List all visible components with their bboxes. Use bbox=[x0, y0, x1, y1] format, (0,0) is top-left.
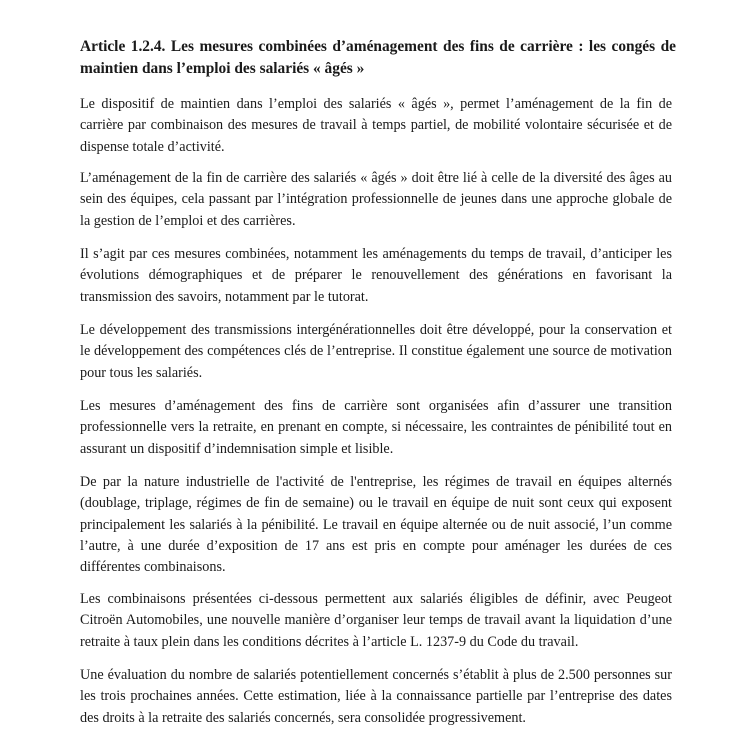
paragraph-8: Une évaluation du nombre de salariés potentiellement concernés s’établit à plus de 2.500 personnes sur les trois prochaines années. Cette estimation, liée à la connaissance partielle par l’entreprise des dates des droits à la retraite des salariés concernés, sera consolidée progressivement. bbox=[80, 667, 672, 726]
paragraph-2: L’aménagement de la fin de carrière des salariés « âgés » doit être lié à celle de la diversité des âges au sein des équipes, cela passant par l’intégration professionnelle de jeunes dans une approche globale de la gestion de l’emploi et des carrières. bbox=[80, 170, 672, 229]
paragraph-3: Il s’agit par ces mesures combinées, notamment les aménagements du temps de travail, d’anticiper les évolutions démographiques et de préparer le renouvellement des générations en favorisant la transmission des savoirs, notamment par le tutorat. bbox=[80, 246, 672, 305]
paragraph-5: Les mesures d’aménagement des fins de carrière sont organisées afin d’assurer une transition professionnelle vers la retraite, en prenant en compte, si nécessaire, les contraintes de pénibilité tout en assurant un dispositif d’indemnisation simple et lisible. bbox=[80, 398, 672, 457]
article-heading: Article 1.2.4. Les mesures combinées d’aménagement des fins de carrière : les congés de maintien dans l’emploi des salariés « âgés » bbox=[80, 38, 676, 77]
paragraph-7: Les combinaisons présentées ci-dessous permettent aux salariés éligibles de définir, avec Peugeot Citroën Automobiles, une nouvelle manière d’organiser leur temps de travail avant la liquidation d’une retraite à taux plein dans les conditions décrites à l’article L. 1237-9 du Code du travail. bbox=[80, 591, 672, 650]
paragraph-6: De par la nature industrielle de l'activité de l'entreprise, les régimes de travail en équipes alternés (doublage, triplage, régimes de fin de semaine) ou le travail en équipe de nuit sont ceux qui exposent principalement les salariés à la pénibilité. Le travail en équipe alternée ou de nuit associé, l’un comme l’autre, à une durée d’exposition de 17 ans est pris en compte pour aménager les durées de ces différentes combinaisons. bbox=[80, 474, 672, 576]
paragraph-1: Le dispositif de maintien dans l’emploi des salariés « âgés », permet l’aménagement de la fin de carrière par combinaison des mesures de travail à temps partiel, de mobilité volontaire sécurisée et de dispense totale d’activité. bbox=[80, 96, 672, 155]
paragraph-4: Le développement des transmissions intergénérationnelles doit être développé, pour la conservation et le développement des compétences clés de l’entreprise. Il constitue également une source de motivation pour tous les salariés. bbox=[80, 322, 672, 381]
